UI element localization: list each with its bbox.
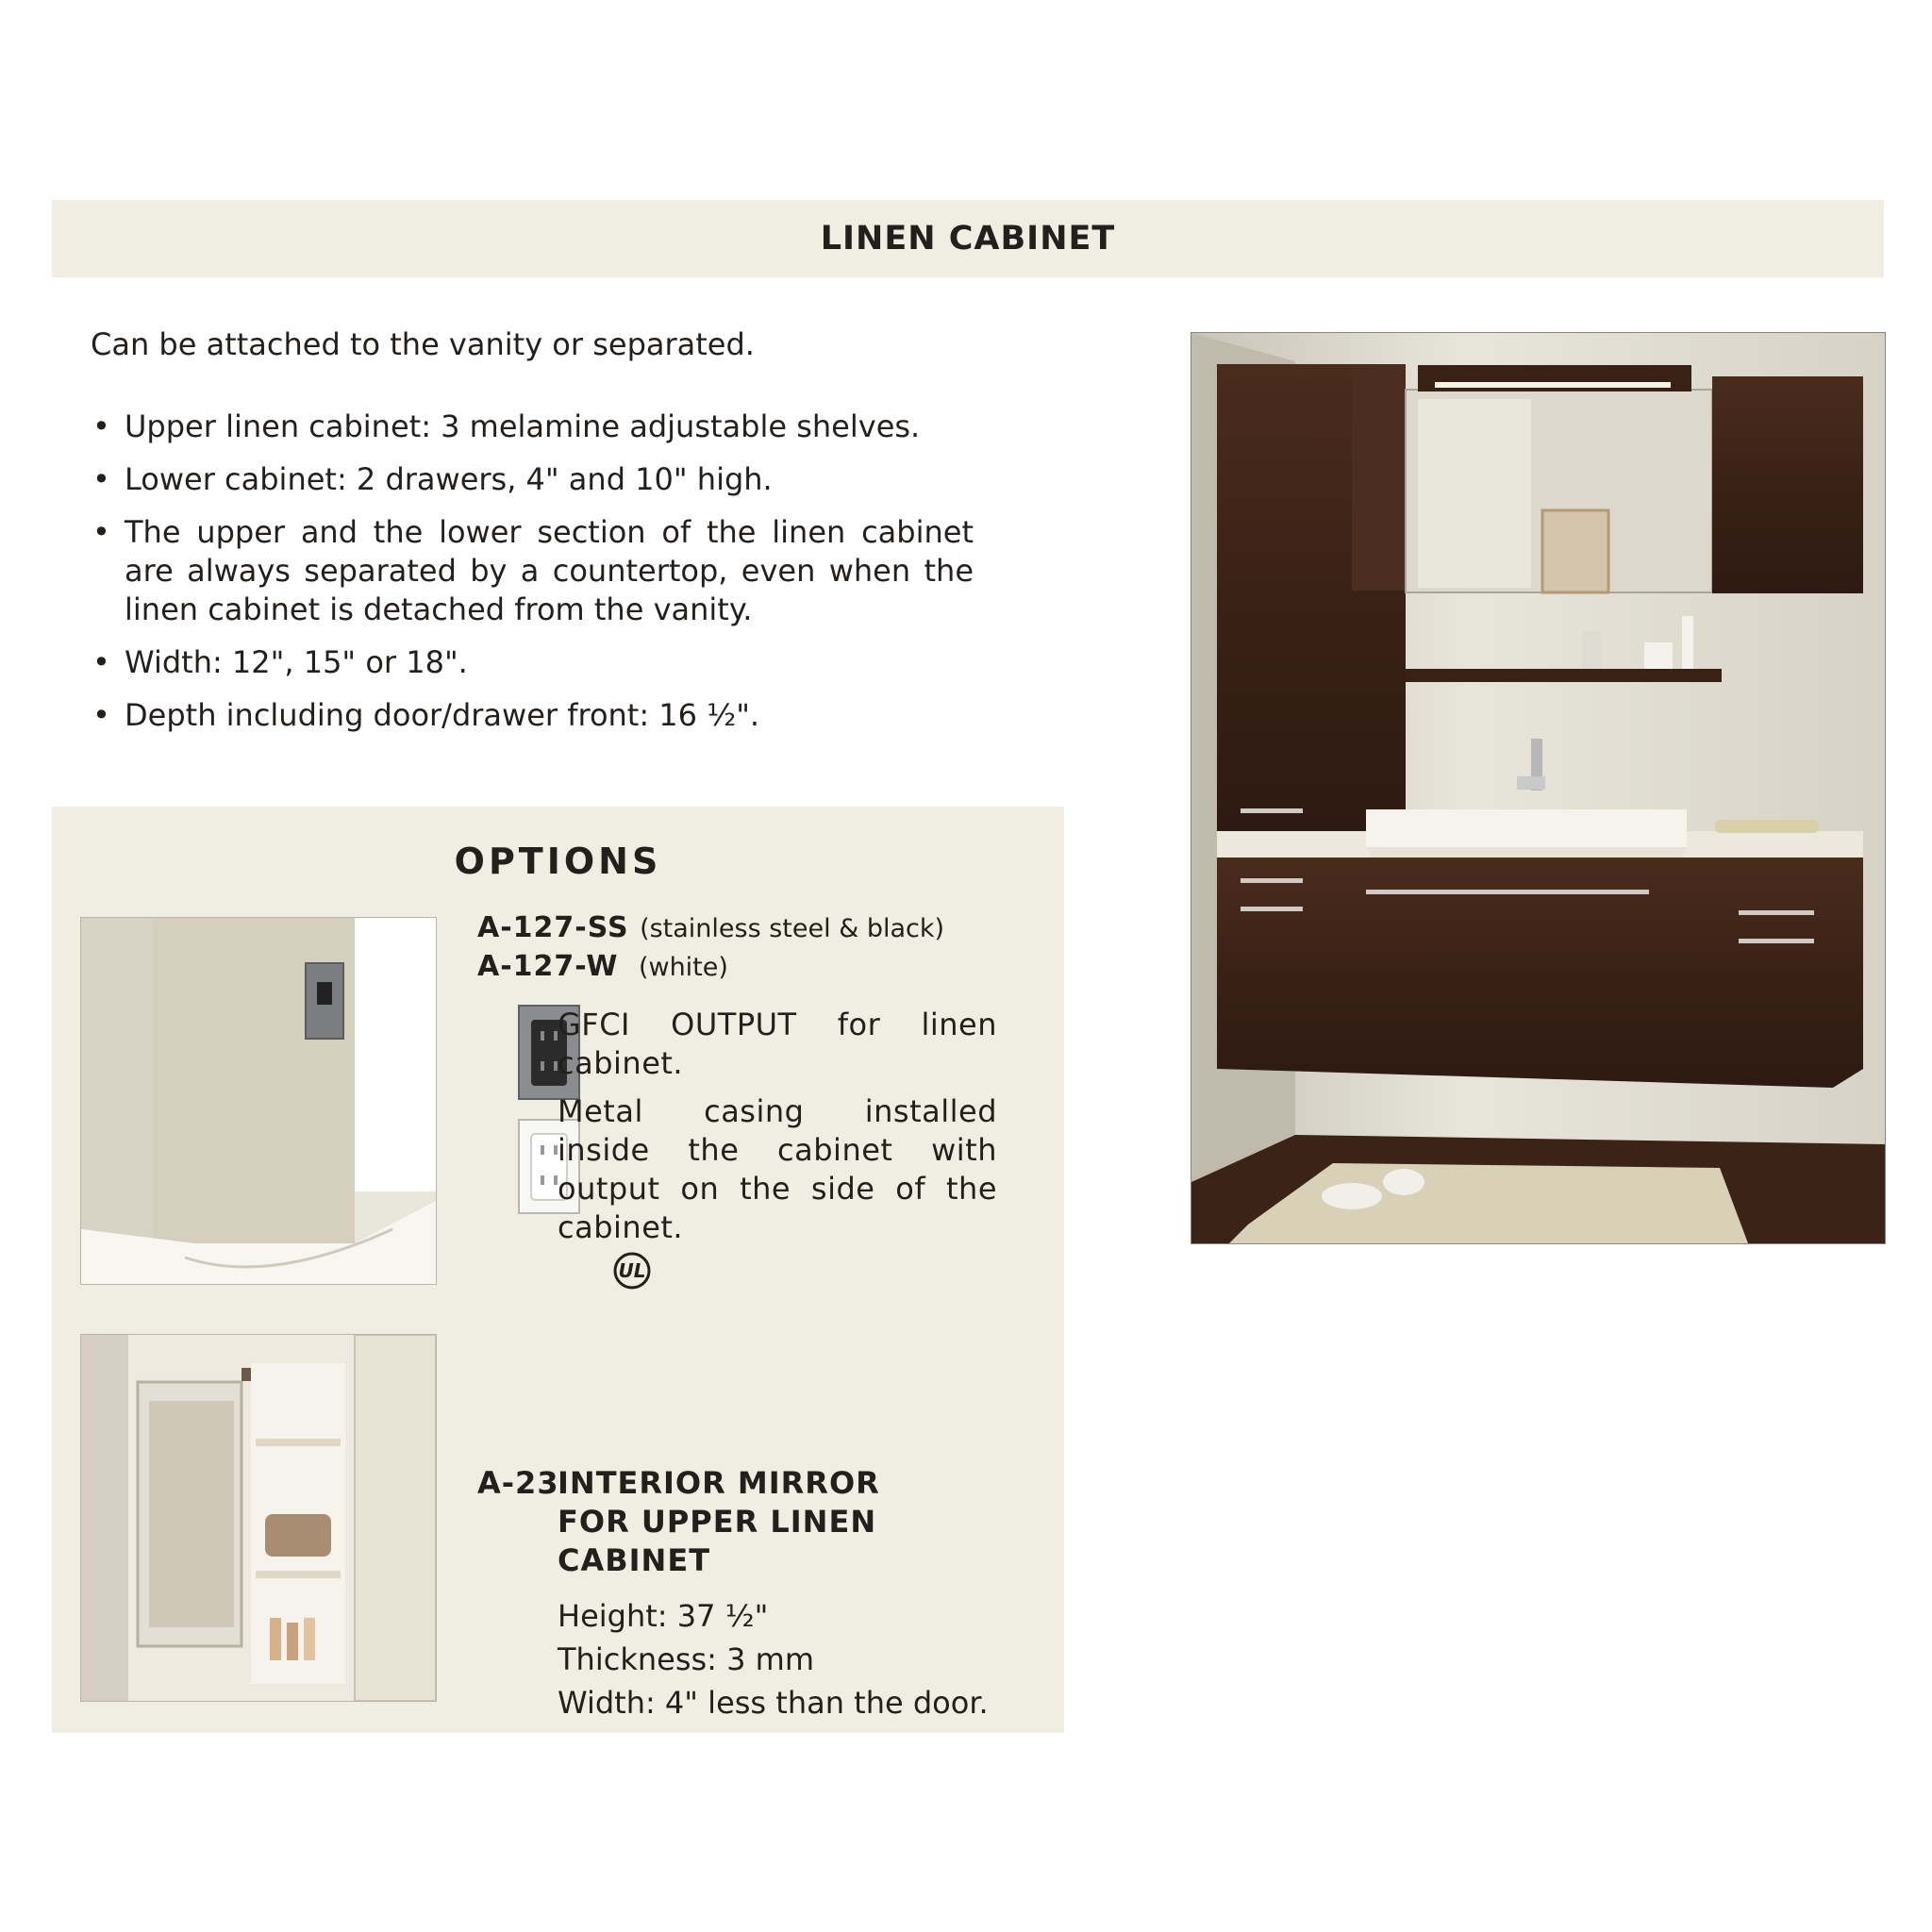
page-title: LINEN CABINET	[820, 220, 1116, 258]
code-ss: A-127-SS	[477, 911, 629, 944]
mirror-thickness: Thickness: 3 mm	[558, 1641, 814, 1677]
option-code-w	[477, 950, 728, 983]
mirror-thumbnail	[80, 1334, 437, 1702]
ul-mark-text: UL	[618, 1259, 646, 1282]
feature-item: • Upper linen cabinet: 3 melamine adjustable shelves.	[91, 408, 974, 446]
feature-item: • Depth including door/drawer front: 16 ½".	[91, 696, 974, 735]
code-w-desc: (white)	[638, 953, 728, 982]
bathroom-vanity-photo	[1191, 332, 1886, 1244]
options-title: OPTIONS	[454, 841, 662, 882]
outlet-description: GFCI OUTPUT for linen cabinet.	[558, 1007, 997, 1081]
feature-item: • Width: 12", 15" or 18".	[91, 643, 974, 682]
mirror-heading	[477, 1464, 880, 1578]
feature-list	[91, 408, 974, 749]
code-ss-desc: (stainless steel & black)	[640, 914, 945, 943]
outlet-casing-description: Metal casing installed inside the cabinet with output on the side of the cabinet.	[558, 1093, 997, 1245]
outlet-thumbnail	[80, 917, 437, 1285]
mirror-title: INTERIOR MIRROR FOR UPPER LINEN CABINET	[558, 1465, 880, 1578]
title-band	[52, 200, 1884, 277]
feature-item: • Lower cabinet: 2 drawers, 4" and 10" high.	[91, 460, 974, 499]
mirror-code: A-23	[477, 1465, 559, 1501]
feature-item: • The upper and the lower section of the linen cabinet are always separated by a countertop, even when the linen cabinet is detached from the vanity.	[91, 513, 974, 629]
intro-text: Can be attached to the vanity or separated.	[91, 326, 755, 362]
option-code-ss	[477, 911, 944, 944]
mirror-width: Width: 4" less than the door.	[558, 1685, 989, 1721]
ul-certification-logo	[598, 1251, 666, 1291]
code-w: A-127-W	[477, 950, 619, 983]
mirror-specs	[558, 1594, 997, 1724]
mirror-height: Height: 37 ½"	[558, 1598, 769, 1634]
